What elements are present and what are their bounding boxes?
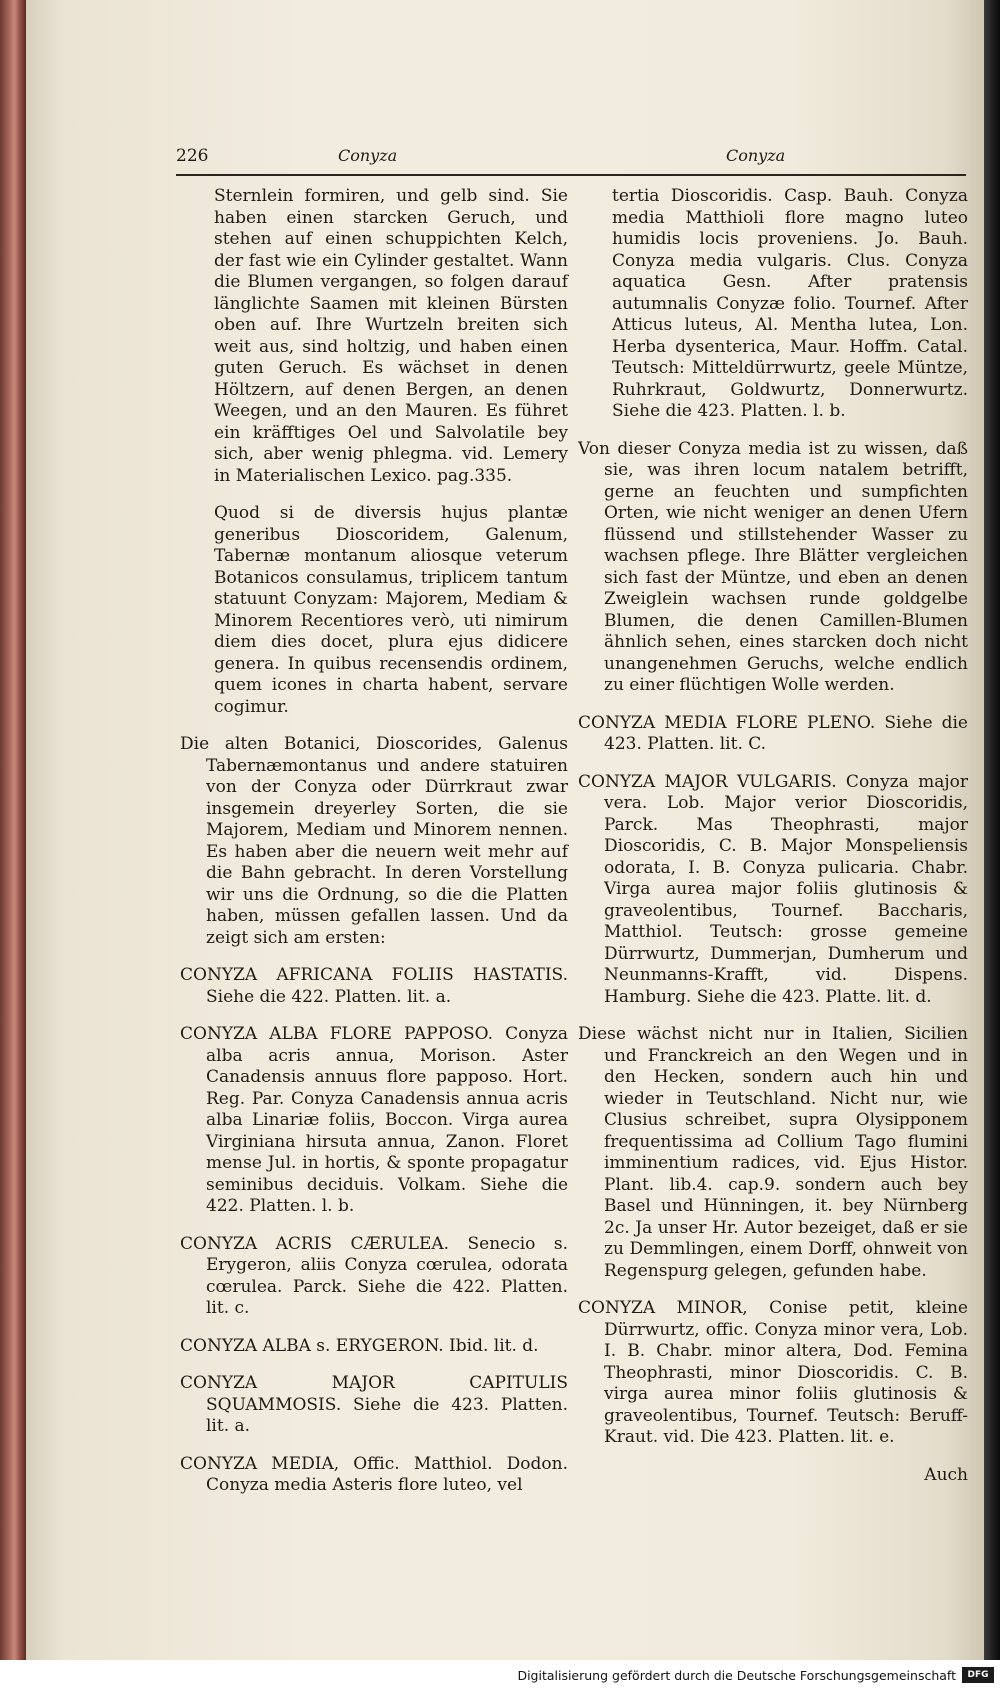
paragraph: Diese wächst nicht nur in Italien, Sicilien und Franckreich an den Wegen und in den Hecken, sondern auch hin und wieder in Teutschland. Nicht nur, wie Clusius schreibet, supra Olysipponem frequentissima ad Collium Tago flumini imminentium radices, vid. Ejus Histor. Plant. lib.4. cap.9. sondern auch bey Basel und Hünningen, it. bey Nürnberg 2c. Ja unser Hr. Autor bezeiget, daß er sie zu Demmlingen, einem Dorff, ohnweit von Regenspurg gelegen, gefunden habe. (578, 1024, 968, 1281)
paragraph: tertia Dioscoridis. Casp. Bauh. Conyza media Matthioli flore magno luteo humidis locis proveniens. Jo. Bauh. Conyza media vulgaris. Clus. Conyza aquatica Gesn. After pratensis autumnalis Conyzæ folio. Tournef. After Atticus luteus, Al. Mentha lutea, Lon. Herba dysenterica, Maur. Hoffm. Catal. Teutsch: Mitteldürrwurtz, geele Müntze, Ruhrkraut, Goldwurtz, Donnerwurtz. Siehe die 423. Platten. l. b. (612, 186, 968, 421)
entry: CONYZA ALBA s. ERYGERON. Ibid. lit. d. (180, 1335, 539, 1356)
footer-bar (0, 1660, 1000, 1693)
header-rule (176, 174, 966, 176)
entry: CONYZA MEDIA, Offic. Matthiol. Dodon. Conyza media Asteris flore luteo, vel (180, 1453, 568, 1495)
book-edge-right (984, 0, 1000, 1693)
page-number: 226 (176, 146, 209, 166)
catchword: Auch (924, 1464, 968, 1485)
dfg-credit-text: Digitalisierung gefördert durch die Deutsche Forschungsgemeinschaft (517, 1668, 956, 1683)
dfg-logo: DFG (962, 1667, 994, 1683)
entry: CONYZA MAJOR VULGARIS. Conyza major vera. Lob. Major verior Dioscoridis, Parck. Mas Theophrasti, major Dioscoridis, C. B. Major Monspeliensis odorata, I. B. Conyza pulicaria. Chabr. Virga aurea major foliis glutinosis & graveolentibus, Tournef. Baccharis, Matthiol. Teutsch: grosse gemeine Dürrwurtz, Dummerjan, Dumherum und Neunmanns-Krafft, vid. Dispens. Hamburg. Siehe die 423. Platte. lit. d. (578, 771, 968, 1007)
left-column (180, 186, 568, 1513)
book-edge-left (0, 0, 26, 1693)
paragraph: Quod si de diversis hujus plantæ generibus Dioscoridem, Galenum, Tabernæ montanum aliosque veterum Botanicos consulamus, triplicem tantum statuunt Conyzam: Majorem, Mediam & Minorem Recentiores verò, uti nimirum diem dies docet, plura ejus didicere genera. In quibus recensendis ordinem, quem icones in charta habent, servare cogimur. (214, 503, 568, 717)
entry: CONYZA AFRICANA FOLIIS HASTATIS. Siehe die 422. Platten. lit. a. (180, 965, 568, 1007)
paragraph: Sternlein formiren, und gelb sind. Sie haben einen starcken Geruch, und stehen auf einen schuppichten Kelch, der fast wie ein Cylinder gestaltet. Wann die Blumen vergangen, so folgen darauf länglichte Saamen mit kleinen Bürsten oben auf. Ihre Wurtzeln breiten sich weit aus, sind holtzig, und haben einen guten Geruch. Es wächset in denen Höltzern, auf denen Bergen, an denen Weegen, und an den Mauren. Es führet ein kräfftiges Oel und Salvolatile bey sich, aber wenig phlegma. vid. Lemery in Materialischen Lexico. pag.335. (214, 186, 568, 486)
right-running-title: Conyza (726, 146, 786, 165)
entry: CONYZA MEDIA FLORE PLENO. Siehe die 423. Platten. lit. C. (578, 712, 968, 754)
paragraph: Die alten Botanici, Dioscorides, Galenus Tabernæmontanus und andere statuiren von der Conyza oder Dürrkraut zwar insgemein dreyerley Sorten, die sie Majorem, Mediam und Minorem nennen. Es haben aber die neuern weit mehr auf die Bahn gebracht. In deren Vorstellung wir uns die Ordnung, so die die Platten haben, müssen gefallen lassen. Und da zeigt sich am ersten: (180, 734, 568, 948)
entry: CONYZA MINOR, Conise petit, kleine Dürrwurtz, offic. Conyza minor vera, Lob. I. B. Chabr. minor altera, Dod. Femina Theophrasti, minor Dioscoridis. C. B. virga aurea minor foliis glutinosis & graveolentibus, Tournef. Teutsch: Beruff-Kraut. vid. Die 423. Platten. lit. e. (578, 1298, 968, 1447)
running-head (176, 146, 966, 174)
entry: CONYZA ACRIS CÆRULEA. Senecio s. Erygeron, aliis Conyza cœrulea, odorata cœrulea. Parck. Siehe die 422. Platten. lit. c. (180, 1233, 568, 1318)
right-column (578, 186, 968, 1486)
paragraph: Von dieser Conyza media ist zu wissen, daß sie, was ihren locum natalem betrifft, gerne an feuchten und sumpfichten Orten, wie nicht weniger an denen Ufern flüssend und stillstehender Wasser zu wachsen pflege. Ihre Blätter vergleichen sich fast der Müntze, und eben an denen Zweiglein wachsen runde goldgelbe Blumen, die denen Camillen-Blumen ähnlich sehen, eines starcken doch nicht unangenehmen Geruchs, welche endlich zu einer flüchtigen Wolle werden. (578, 438, 968, 695)
left-running-title: Conyza (338, 146, 398, 165)
entry: CONYZA MAJOR CAPITULIS SQUAMMOSIS. Siehe die 423. Platten. lit. a. (180, 1373, 568, 1436)
entry: CONYZA ALBA FLORE PAPPOSO. Conyza alba acris annua, Morison. Aster Canadensis annuus flore papposo. Hort. Reg. Par. Conyza Canadensis annua acris alba Linariæ foliis, Boccon. Virga aurea Virginiana hirsuta annua, Zanon. Floret mense Jul. in hortis, & sponte propagatur seminibus deciduis. Volkam. Siehe die 422. Platten. l. b. (180, 1024, 568, 1216)
